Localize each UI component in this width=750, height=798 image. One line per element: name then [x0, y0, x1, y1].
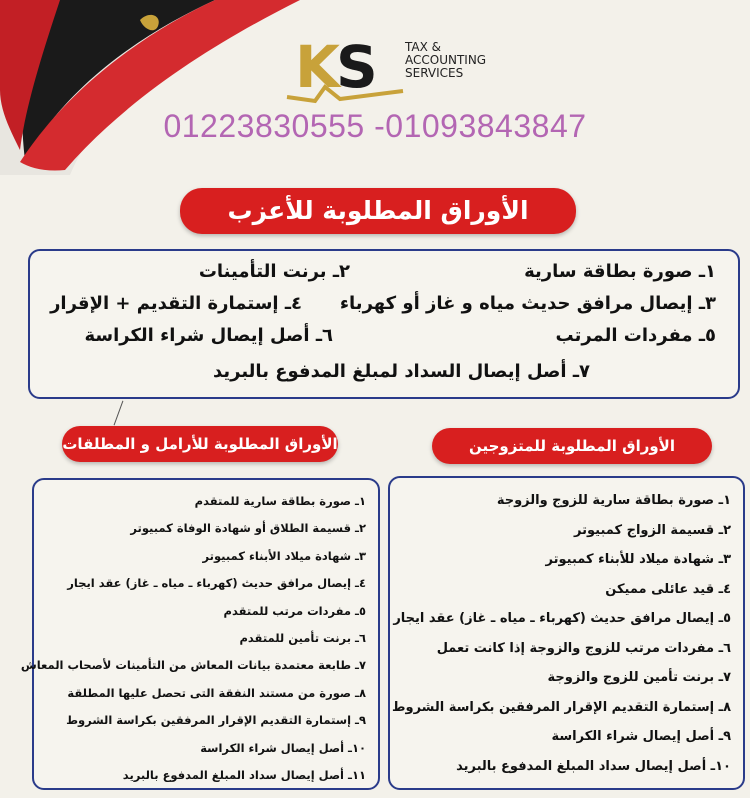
list-item: ٥ـ إيصال مرافق حديث (كهرباء ـ مياه ـ غاز) عقد ايجار — [393, 611, 731, 626]
logo-swoosh-icon — [285, 77, 405, 105]
single-item-1: ١ـ صورة بطاقة سارية — [524, 261, 716, 282]
single-item-6: ٦ـ أصل إيصال شراء الكراسة — [84, 325, 333, 346]
list-item: ٤ـ إيصال مرافق حديث (كهرباء ـ مياه ـ غاز) عقد ايجار — [67, 576, 366, 591]
list-item: ٤ـ قيد عائلى مميكن — [605, 581, 731, 597]
egypt-flag-decoration — [0, 0, 300, 175]
list-item: ٥ـ مفردات مرتب للمتقدم — [223, 603, 366, 618]
list-item: ٨ـ صورة من مستند النفقة التى تحصل عليها المطلقة — [67, 685, 366, 700]
list-item: ٢ـ قسيمة الزواج كمبيوتر — [574, 522, 731, 538]
list-item: ١٠ـ أصل إيصال سداد المبلغ المدفوع بالبريد — [456, 758, 731, 774]
logo-mark: KS — [295, 33, 374, 101]
widowed-requirements-box — [20, 478, 380, 790]
married-requirements-box — [388, 476, 745, 790]
company-logo — [285, 35, 525, 105]
list-item: ٧ـ طابعة معتمدة بيانات المعاش من التأمينات لأصحاب المعاش — [20, 658, 366, 673]
single-section-title: الأوراق المطلوبة للأعزب — [180, 188, 576, 234]
married-section-title: الأوراق المطلوبة للمتزوجين — [432, 428, 712, 464]
list-item: ٩ـ أصل إيصال شراء الكراسة — [551, 729, 731, 744]
single-item-5: ٥ـ مفردات المرتب — [555, 325, 716, 346]
list-item: ٦ـ مفردات مرتب للزوج والزوجة إذا كانت تعمل — [436, 640, 731, 656]
list-item: ٣ـ شهادة ميلاد الأبناء كمبيوتر — [202, 548, 366, 563]
widowed-list — [21, 488, 366, 789]
list-item: ٧ـ برنت تأمين للزوج والزوجة — [547, 670, 731, 685]
logo-text: TAX & ACCOUNTING SERVICES — [405, 40, 487, 80]
list-item: ١ـ صورة بطاقة سارية للمتقدم — [194, 494, 366, 508]
list-item: ٦ـ برنت تأمين للمتقدم — [239, 630, 366, 645]
list-item: ١٠ـ أصل إيصال شراء الكراسة — [200, 740, 366, 755]
list-item: ٣ـ شهادة ميلاد للأبناء كمبيوتر — [545, 552, 731, 567]
single-item-2: ٢ـ برنت التأمينات — [198, 261, 350, 282]
phone-numbers: 01223830555 -01093843847 — [163, 108, 587, 144]
divider-line — [114, 401, 124, 426]
list-item: ٨ـ إستمارة التقديم الإقرار المرفقين بكراسة الشروط — [392, 699, 731, 715]
married-list — [392, 486, 731, 781]
widowed-section-title: الأوراق المطلوبة للأرامل و المطلقات — [62, 426, 338, 462]
single-item-3: ٣ـ إيصال مرافق حديث مياه و غاز أو كهرباء — [339, 293, 716, 314]
single-item-7: ٧ـ أصل إيصال السداد لمبلغ المدفوع بالبريد — [212, 361, 590, 382]
single-item-4: ٤ـ إستمارة التقديم + الإقرار — [50, 293, 302, 314]
single-requirements-box — [28, 249, 740, 399]
list-item: ١ـ صورة بطاقة سارية للزوج والزوجة — [496, 493, 731, 508]
list-item: ٢ـ قسيمة الطلاق أو شهادة الوفاة كمبيوتر — [130, 521, 366, 536]
list-item: ٩ـ إستمارة التقديم الإقرار المرفقين بكراسة الشروط — [66, 713, 366, 728]
list-item: ١١ـ أصل إيصال سداد المبلغ المدفوع بالبريد — [122, 767, 366, 782]
